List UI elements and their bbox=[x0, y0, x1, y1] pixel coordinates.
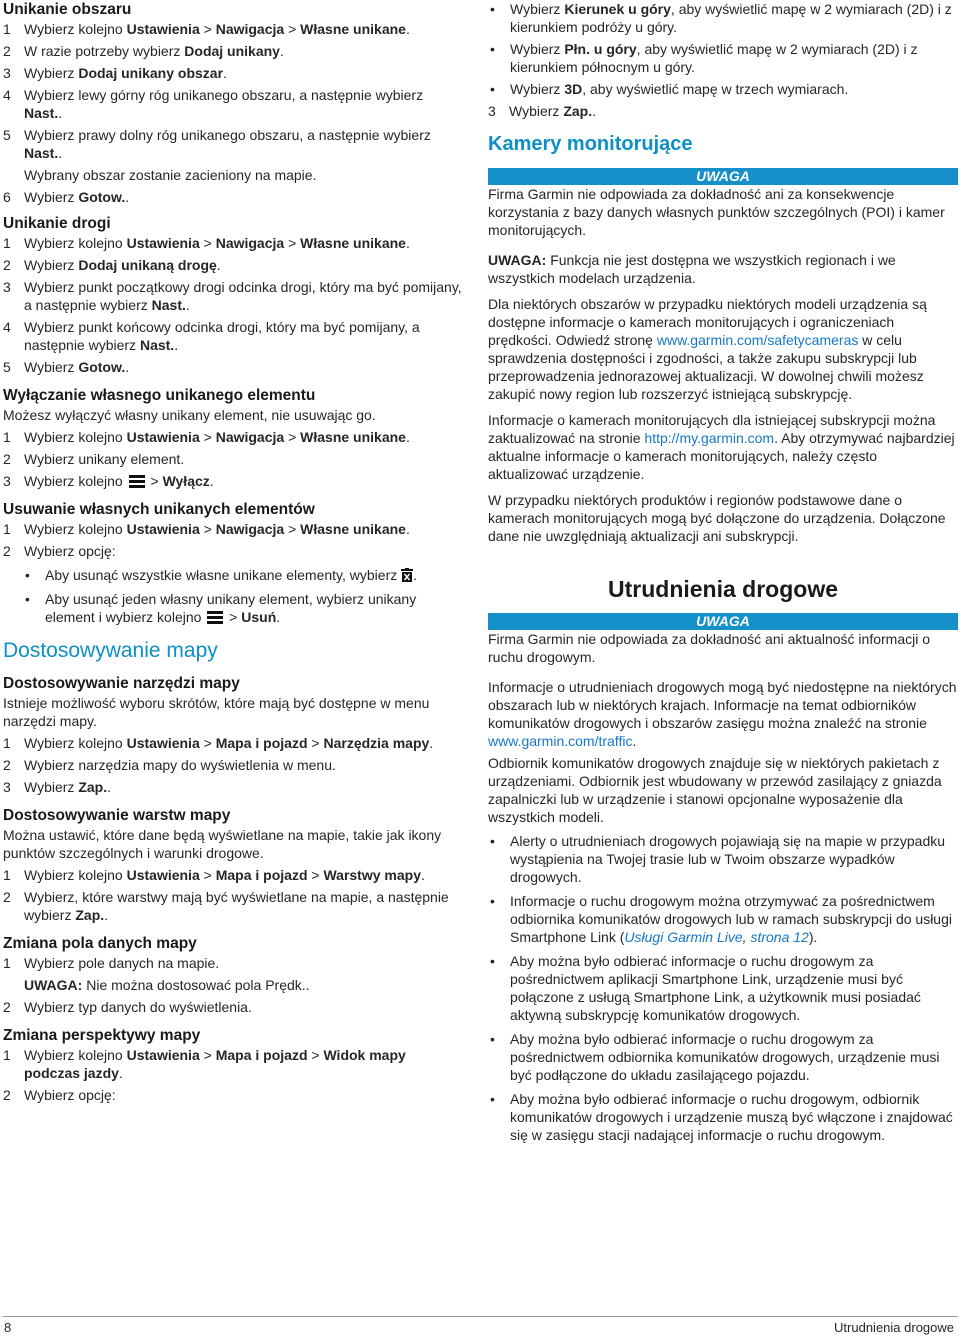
section-heading-map-layers: Dostosowywanie warstw mapy bbox=[3, 807, 231, 824]
note-paragraph: UWAGA: Funkcja nie jest dostępna we wszystkich regionach i we wszystkich modelach urządzenia. bbox=[488, 252, 896, 286]
bullet-item: • Informacje o ruchu drogowym można otrzymywać za pośrednictwem odbiornika komunikatów drogowych lub w ramach subskrypcji do usługi Smartphone Link (Usługi Garmin Live, strona 12). bbox=[490, 893, 952, 945]
step: 1 Wybierz pole danych na mapie. bbox=[3, 955, 220, 971]
step: 2 Wybierz narzędzia mapy do wyświetlenia w menu. bbox=[3, 757, 336, 773]
bullet-item: • Aby usunąć jeden własny unikany element, wybierz unikany element i wybierz kolejno > Usuń. bbox=[25, 591, 417, 625]
step: 3 Wybierz Zap.. bbox=[488, 103, 596, 119]
menu-icon bbox=[129, 475, 145, 487]
footer-section-title: Utrudnienia drogowe bbox=[834, 1320, 954, 1335]
bullet-item: • Wybierz 3D, aby wyświetlić mapę w trzech wymiarach. bbox=[490, 81, 849, 97]
bullet-item: • Wybierz Kierunek u góry, aby wyświetlić mapę w 2 wymiarach (2D) i z kierunkiem podróży u góry. bbox=[490, 1, 952, 35]
section-heading-avoid-road: Unikanie drogi bbox=[3, 215, 111, 232]
step: 2 Wybierz opcję: bbox=[3, 543, 116, 559]
bullet-item: • Aby można było odbierać informacje o ruchu drogowym za pośrednictwem odbiornika komunikatów drogowych, urządzenie musi być podłączone do układu zasilającego pojazdu. bbox=[490, 1031, 940, 1083]
bullet-item: • Alerty o utrudnieniach drogowych pojawiają się na mapie w przypadku wystąpienia na Twojej trasie lub w Twoim obszarze wypadków drogowych. bbox=[490, 833, 946, 885]
step: 3 Wybierz punkt początkowy drogi odcinka drogi, który ma być pomijany, a następnie wybierz Nast.. bbox=[3, 279, 462, 313]
left-column bbox=[3, 0, 465, 1104]
step: 5 Wybierz Gotow.. bbox=[3, 359, 130, 375]
section-heading-safety-cameras: Kamery monitorujące bbox=[488, 133, 693, 155]
bullet-item: • Aby można było odbierać informacje o ruchu drogowym, odbiornik komunikatów drogowych i urządzenie muszą być włączone i znajdować się w zasięgu stacji nadającej informacje o ruchu drogowym. bbox=[490, 1091, 953, 1143]
chapter-heading-map-customization: Dostosowywanie mapy bbox=[3, 639, 218, 662]
step-note: UWAGA: Nie można dostosować pola Prędk.. bbox=[24, 977, 310, 993]
paragraph: Odbiornik komunikatów drogowych znajduje się w niektórych pakietach z urządzeniami. Odbiornik jest wbudowany w przewód zasilający z gniazda zapalniczki lub w urządzenie i stanowi opcjonalne wyposażenie dla wszystkich modeli. bbox=[488, 755, 942, 825]
step: 1 Wybierz kolejno Ustawienia > Mapa i pojazd > Warstwy mapy. bbox=[3, 867, 425, 883]
bullet-item: • Aby można było odbierać informacje o ruchu drogowym za pośrednictwem aplikacji Smartphone Link, urządzenie musi być połączone z usługą Smartphone Link, a użytkownik musi posiadać aktywną subskrypcję komunikatów drogowych. bbox=[490, 953, 921, 1023]
section-heading-delete-avoidances: Usuwanie własnych unikanych elementów bbox=[3, 501, 315, 518]
menu-icon bbox=[207, 611, 223, 623]
warning-text: Firma Garmin nie odpowiada za dokładność ani aktualność informacji o ruchu drogowym. bbox=[488, 631, 930, 665]
step: 2 Wybierz typ danych do wyświetlenia. bbox=[3, 999, 252, 1015]
step: 6 Wybierz Gotow.. bbox=[3, 189, 130, 205]
step: 2 Wybierz Dodaj unikaną drogę. bbox=[3, 257, 221, 273]
section-intro: Istnieje możliwość wyboru skrótów, które mają być dostępne w menu narzędzi mapy. bbox=[3, 695, 430, 729]
section-heading-map-tools: Dostosowywanie narzędzi mapy bbox=[3, 675, 240, 692]
step: 3 Wybierz Dodaj unikany obszar. bbox=[3, 65, 227, 81]
right-column bbox=[488, 0, 958, 1144]
step: 4 Wybierz lewy górny róg unikanego obszaru, a następnie wybierz Nast.. bbox=[3, 87, 424, 121]
step: 1 Wybierz kolejno Ustawienia > Nawigacja > Własne unikane. bbox=[3, 429, 410, 445]
section-heading-disable-avoidance: Wyłączanie własnego unikanego elementu bbox=[3, 387, 316, 404]
step-note: Wybrany obszar zostanie zacieniony na mapie. bbox=[24, 167, 317, 183]
step: 2 Wybierz unikany element. bbox=[3, 451, 185, 467]
paragraph: Informacje o utrudnieniach drogowych mogą być niedostępne na niektórych obszarach lub w niektórych krajach. Informacje na temat odbiorników komunikatów drogowych i obszarów zasięgu można znaleźć na stronie www.garmin.com/traffic. bbox=[488, 679, 957, 749]
step: 2 Wybierz, które warstwy mają być wyświetlane na mapie, a następnie wybierz Zap.. bbox=[3, 889, 449, 923]
page-12-link[interactable]: strona 12 bbox=[750, 929, 809, 945]
section-intro: Można ustawić, które dane będą wyświetlane na mapie, takie jak ikony punktów szczególnych i warunki drogowe. bbox=[3, 827, 442, 861]
safetycameras-link[interactable]: www.garmin.com/safetycameras bbox=[656, 332, 859, 348]
my-garmin-link[interactable]: http://my.garmin.com bbox=[644, 430, 775, 446]
step: 1 Wybierz kolejno Ustawienia > Nawigacja > Własne unikane. bbox=[3, 21, 410, 37]
bullet-item: • Aby usunąć wszystkie własne unikane elementy, wybierz . bbox=[25, 567, 418, 583]
warning-banner: UWAGA bbox=[488, 613, 958, 630]
step: 5 Wybierz prawy dolny róg unikanego obszaru, a następnie wybierz Nast.. bbox=[3, 127, 431, 161]
section-intro: Możesz wyłączyć własny unikany element, nie usuwając go. bbox=[3, 407, 376, 423]
garmin-live-link[interactable]: Usługi Garmin Live bbox=[624, 929, 743, 945]
chapter-heading-traffic: Utrudnienia drogowe bbox=[608, 576, 838, 602]
step: 2 Wybierz opcję: bbox=[3, 1087, 116, 1103]
bullet-item: • Wybierz Płn. u góry, aby wyświetlić mapę w 2 wymiarach (2D) i z kierunkiem północnym u góry. bbox=[490, 41, 918, 75]
trash-icon bbox=[401, 568, 413, 582]
step: 3 Wybierz Zap.. bbox=[3, 779, 111, 795]
section-heading-avoid-area: Unikanie obszaru bbox=[3, 1, 132, 18]
footer-divider bbox=[3, 1316, 958, 1317]
section-heading-map-perspective: Zmiana perspektywy mapy bbox=[3, 1027, 201, 1044]
step: 1 Wybierz kolejno Ustawienia > Mapa i pojazd > Widok mapy podczas jazdy. bbox=[3, 1047, 406, 1081]
page-number: 8 bbox=[4, 1320, 12, 1335]
step: 4 Wybierz punkt końcowy odcinka drogi, który ma być pomijany, a następnie wybierz Nast.. bbox=[3, 319, 420, 353]
section-heading-map-data-field: Zmiana pola danych mapy bbox=[3, 935, 197, 952]
paragraph: Dla niektórych obszarów w przypadku niektórych modeli urządzenia są dostępne informacje o kamerach monitorujących i ograniczeniach prędkości. Odwiedź stronę www.garmin.com/safetycameras w celu sprawdzenia dostępności i zgodności, a także zakupu subskrypcji lub przeprowadzenia jednorazowej aktualizacji. W dowolnej chwili możesz zakupić nowy region lub rozszerzyć istniejącą subskrypcję. bbox=[488, 296, 927, 402]
step: 1 Wybierz kolejno Ustawienia > Mapa i pojazd > Narzędzia mapy. bbox=[3, 735, 434, 751]
step: 3 Wybierz kolejno > Wyłącz. bbox=[3, 473, 214, 489]
step: 1 Wybierz kolejno Ustawienia > Nawigacja > Własne unikane. bbox=[3, 235, 410, 251]
step: 1 Wybierz kolejno Ustawienia > Nawigacja > Własne unikane. bbox=[3, 521, 410, 537]
paragraph: W przypadku niektórych produktów i regionów podstawowe dane o kamerach monitorujących mogą być dołączone do urządzenia. Dołączone dane nie uwzględniają aktualizacji ani subskrypcji. bbox=[488, 492, 946, 544]
warning-banner: UWAGA bbox=[488, 168, 958, 185]
garmin-traffic-link[interactable]: www.garmin.com/traffic bbox=[488, 733, 633, 749]
step: 2 W razie potrzeby wybierz Dodaj unikany. bbox=[3, 43, 284, 59]
warning-text: Firma Garmin nie odpowiada za dokładność ani za konsekwencje korzystania z bazy danych własnych punktów szczególnych (POI) i kamer monitorujących. bbox=[488, 186, 945, 238]
paragraph: Informacje o kamerach monitorujących dla istniejącej subskrypcji można zaktualizować na stronie http://my.garmin.com. Aby otrzymywać najbardziej aktualne informacje o kamerach monitorujących, należy często aktualizować urządzenie. bbox=[488, 412, 955, 482]
